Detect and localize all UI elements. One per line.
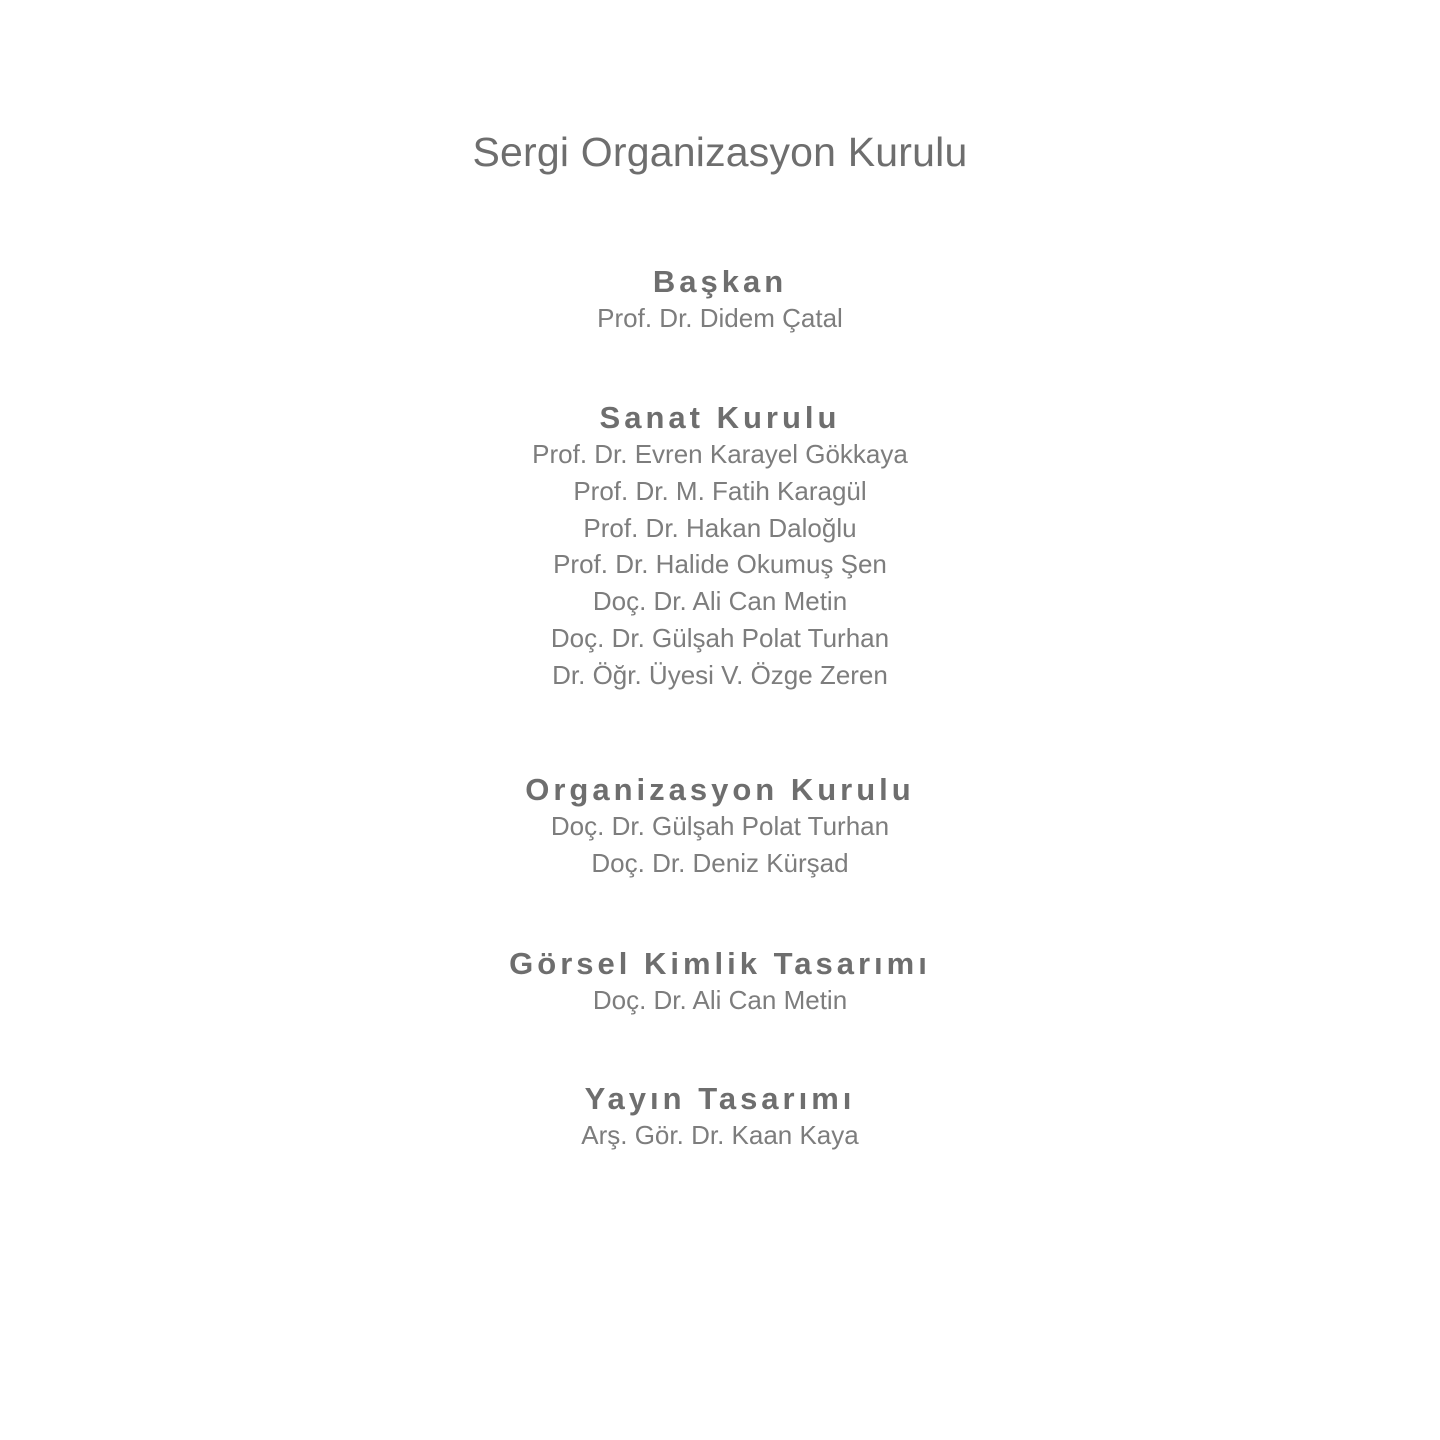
section-heading: Görsel Kimlik Tasarımı xyxy=(509,946,931,981)
member-name: Doç. Dr. Ali Can Metin xyxy=(592,586,848,617)
member-name: Prof. Dr. Hakan Daloğlu xyxy=(583,512,857,543)
section-sanat-kurulu xyxy=(0,398,1440,694)
section-heading: Sanat Kurulu xyxy=(599,400,841,435)
member-list xyxy=(0,300,1440,337)
member-list xyxy=(0,808,1440,882)
member-list xyxy=(0,436,1440,694)
member-name: Arş. Gör. Dr. Kaan Kaya xyxy=(581,1120,859,1150)
member-list xyxy=(0,1117,1440,1154)
section-yayin-tasarimi xyxy=(0,1079,1440,1154)
member-name: Prof. Dr. Halide Okumuş Şen xyxy=(553,549,887,580)
section-gorsel-kimlik-tasarimi xyxy=(0,944,1440,1019)
member-name: Doç. Dr. Gülşah Polat Turhan xyxy=(550,622,890,653)
member-name: Doç. Dr. Gülşah Polat Turhan xyxy=(550,811,890,841)
page-title: Sergi Organizasyon Kurulu xyxy=(472,129,968,175)
member-name: Doç. Dr. Deniz Kürşad xyxy=(591,847,849,878)
member-name: Prof. Dr. Didem Çatal xyxy=(597,303,843,333)
section-heading: Yayın Tasarımı xyxy=(584,1081,856,1116)
section-organizasyon-kurulu xyxy=(0,770,1440,882)
member-name: Prof. Dr. Evren Karayel Gökkaya xyxy=(532,439,908,469)
member-name: Dr. Öğr. Üyesi V. Özge Zeren xyxy=(552,659,888,690)
section-baskan xyxy=(0,262,1440,337)
section-heading: Başkan xyxy=(652,264,788,299)
member-name: Prof. Dr. M. Fatih Karagül xyxy=(573,475,867,506)
section-heading: Organizasyon Kurulu xyxy=(525,772,915,807)
member-list xyxy=(0,982,1440,1019)
member-name: Doç. Dr. Ali Can Metin xyxy=(592,985,848,1015)
